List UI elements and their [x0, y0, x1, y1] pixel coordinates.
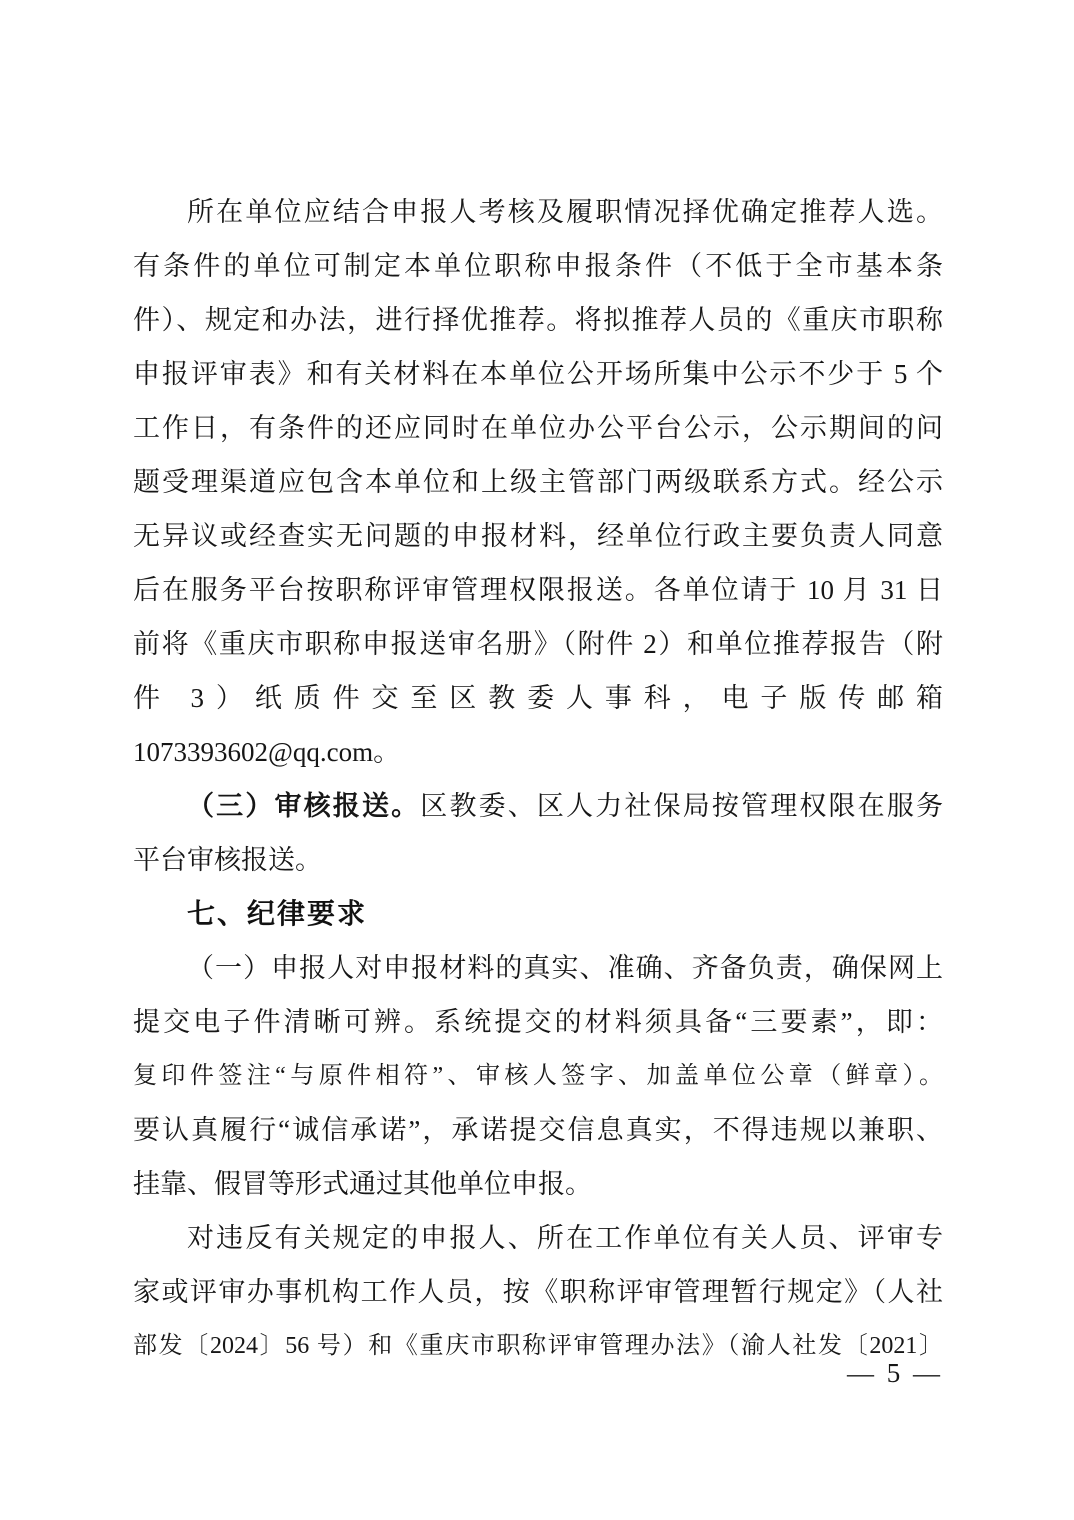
document-line	[133, 293, 943, 347]
line-text: 前将《重庆市职称申报送审名册》（附件 2）和单位推荐报告（附	[133, 629, 943, 659]
line-text: 无异议或经查实无问题的申报材料，经单位行政主要负责人同意	[133, 521, 943, 551]
line-text: 挂靠、假冒等形式通过其他单位申报。	[133, 1169, 592, 1199]
document-line	[133, 401, 943, 455]
section-heading-text: 七、纪律要求	[187, 898, 368, 929]
email-text: 1073393602@qq.com。	[133, 737, 401, 767]
line-text: 要认真履行“诚信承诺”，承诺提交信息真实，不得违规以兼职、	[133, 1115, 943, 1145]
section-heading	[133, 887, 943, 941]
line-text: 件 3）纸质件交至区教委人事科，电子版传邮箱	[133, 683, 943, 713]
line-bold-segment: （三）审核报送。	[187, 791, 421, 821]
document-line	[133, 563, 943, 617]
line-text: 后在服务平台按职称评审管理权限报送。各单位请于 10 月 31 日	[133, 575, 943, 605]
document-line	[133, 779, 943, 833]
document-line	[133, 1157, 943, 1211]
document-line	[133, 1103, 943, 1157]
document-line	[133, 347, 943, 401]
line-text: 区教委、区人力社保局按管理权限在服务	[420, 791, 944, 821]
line-text: 所在单位应结合申报人考核及履职情况择优确定推荐人选。	[187, 197, 943, 227]
line-text: 申报评审表》和有关材料在本单位公开场所集中公示不少于 5 个	[133, 359, 943, 389]
document-line	[133, 1049, 943, 1103]
document-line	[133, 941, 943, 995]
document-line-stretched	[133, 671, 943, 725]
line-text: 家或评审办事机构工作人员，按《职称评审管理暂行规定》（人社	[133, 1277, 943, 1307]
document-line	[133, 509, 943, 563]
document-line	[133, 185, 943, 239]
line-text: （一）申报人对申报材料的真实、准确、齐备负责，确保网上	[187, 953, 943, 983]
document-line	[133, 239, 943, 293]
line-text: 题受理渠道应包含本单位和上级主管部门两级联系方式。经公示	[133, 467, 943, 497]
line-text: 部发〔2024〕56 号）和《重庆市职称评审管理办法》（渝人社发〔2021〕	[133, 1333, 943, 1359]
document-line	[133, 833, 943, 887]
page-number: — 5 —	[847, 1358, 943, 1388]
line-text: 对违反有关规定的申报人、所在工作单位有关人员、评审专	[187, 1223, 943, 1253]
line-text: 复印件签注“与原件相符”、审核人签字、加盖单位公章（鲜章）。	[133, 1063, 943, 1089]
document-line	[133, 1211, 943, 1265]
document-line	[133, 455, 943, 509]
line-text: 工作日，有条件的还应同时在单位办公平台公示，公示期间的问	[133, 413, 943, 443]
document-line	[133, 1265, 943, 1319]
line-text: 有条件的单位可制定本单位职称申报条件（不低于全市基本条	[133, 251, 943, 281]
document-line	[133, 617, 943, 671]
document-body	[133, 185, 943, 1373]
line-text: 件）、规定和办法，进行择优推荐。将拟推荐人员的《重庆市职称	[133, 305, 943, 335]
document-line	[133, 995, 943, 1049]
line-text: 平台审核报送。	[133, 845, 322, 875]
line-text: 提交电子件清晰可辨。系统提交的材料须具备“三要素”，即：	[133, 1007, 943, 1037]
document-line-email	[133, 725, 943, 779]
